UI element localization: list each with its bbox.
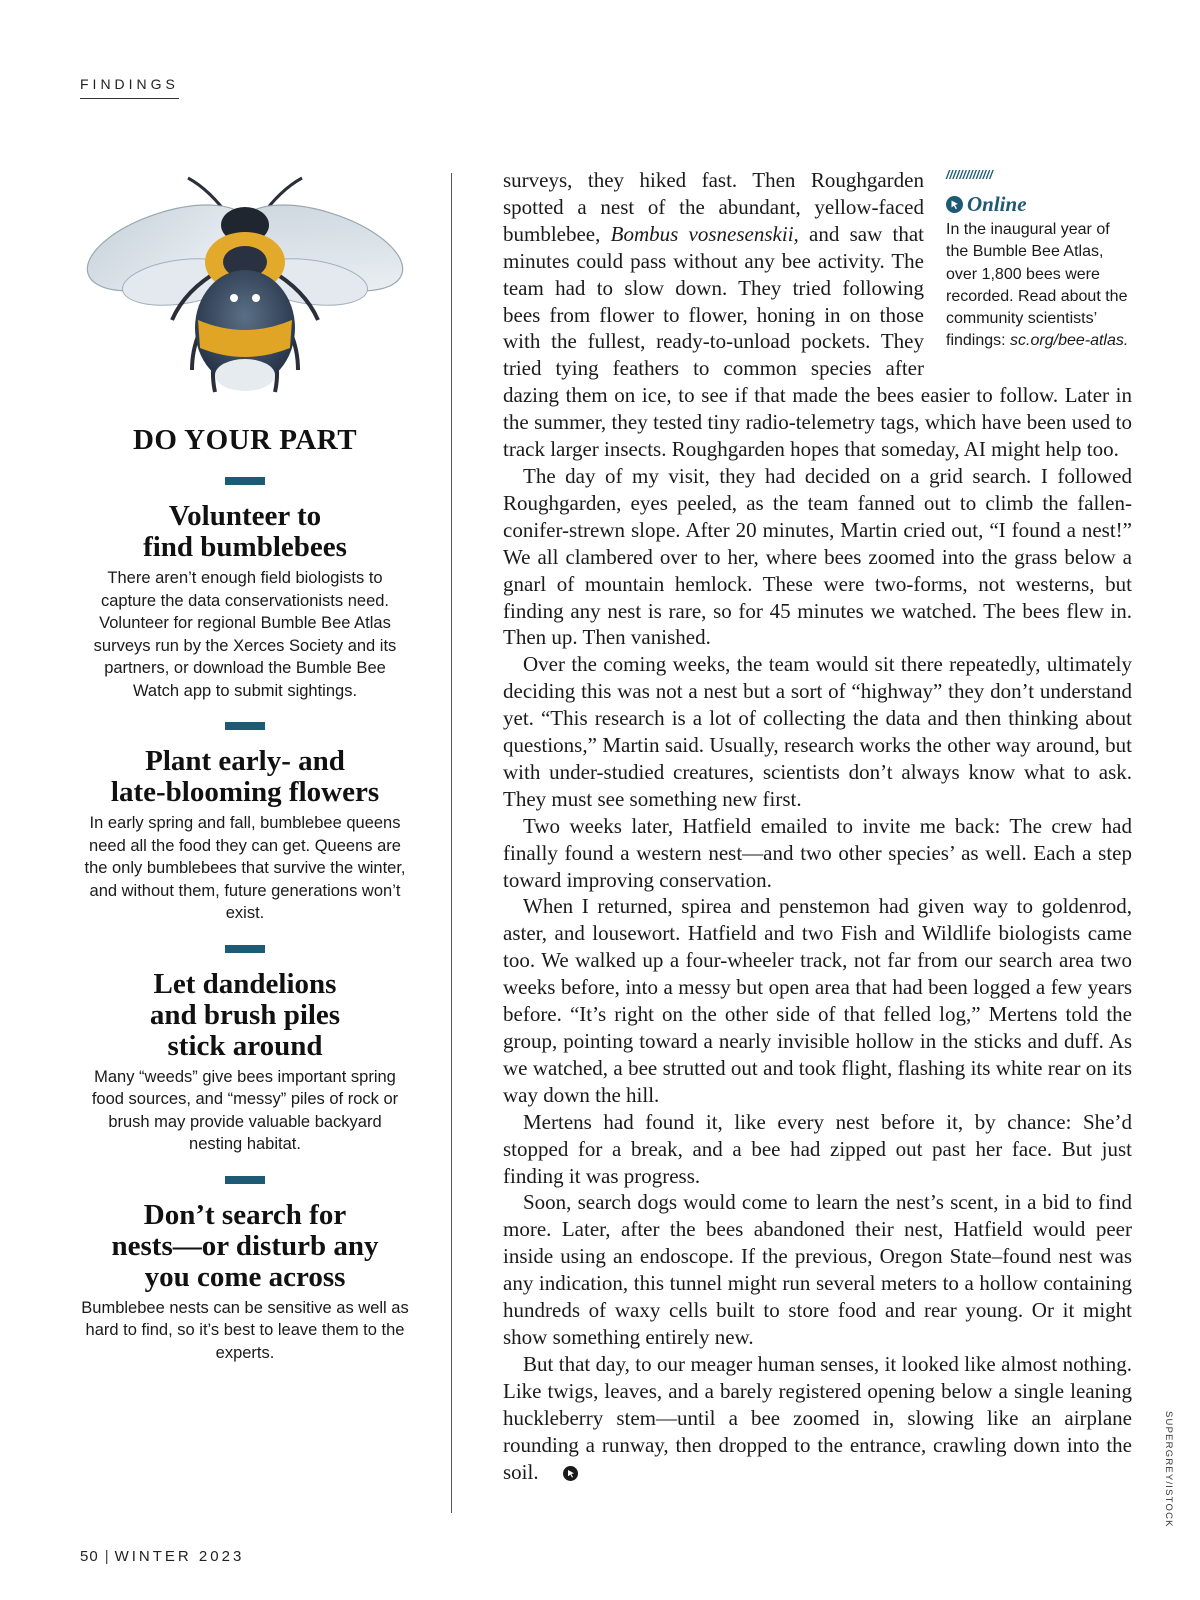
tip-body: In early spring and fall, bumblebee queens need all the food they can get. Queens are the only bumblebees that survive the winter, and without them, future generations won’t exist.: [84, 814, 406, 922]
tip-1: [80, 477, 410, 702]
tip-body: Bumblebee nests can be sensitive as well as hard to find, so it’s best to leave them to the experts.: [81, 1298, 409, 1362]
tip-2: [80, 722, 410, 925]
photo-credit: SUPERGREY/ISTOCK: [1163, 1411, 1174, 1528]
paragraph-text: and saw that minutes could pass without any bee activity. The team had to slow down. They tried following bees from flower to flower, honing in on those with the fullest, ready-to-unload pockets. They tried tying feathers to common species after dazing them on ice, to see if that made the bees easier to follow. Later in the summer, they tested tiny radio-telemetry tags, which have been used to track larger insects. Roughgarden hopes that someday, AI might help too.: [503, 221, 1132, 462]
tip-heading-line: and brush piles: [149, 998, 341, 1031]
tip-heading-line: Volunteer to: [168, 500, 322, 532]
article-body: [503, 167, 1132, 1487]
footer-separator: |: [104, 1548, 109, 1565]
tip-heading-line: Let dandelions: [153, 967, 337, 1000]
tip-body: There aren’t enough field biologists to capture the data conservationists need. Volunteer for regional Bumble Bee Atlas surveys run by the Xerces Society and its partners, or download the Bumble Bee Watch app to submit sightings.: [93, 569, 397, 700]
online-text: [946, 219, 1132, 353]
article-paragraph: [503, 1351, 1132, 1488]
article-paragraph: Two weeks later, Hatfield emailed to invite me back: The crew had finally found a western nest—and two other species’ as well. Each a step toward improving conservation.: [503, 813, 1132, 892]
sidebar: [80, 170, 410, 1364]
page-number: 50: [80, 1548, 99, 1565]
tip-heading-line: you come across: [144, 1260, 346, 1293]
online-title-text: Online: [967, 192, 1027, 216]
cursor-icon: [946, 193, 963, 219]
tip-heading: [80, 501, 410, 563]
end-mark-icon: [543, 1461, 578, 1488]
bumblebee-illustration: [80, 170, 410, 400]
tip-heading: [80, 1200, 410, 1293]
column-divider: [451, 173, 452, 1513]
online-callout: [946, 167, 1132, 353]
online-description: In the inaugural year of the Bumble Bee Atlas, over 1,800 bees were recorded. Read about the community scientists’ findings:: [946, 221, 1128, 350]
article-paragraph: Over the coming weeks, the team would sit there repeatedly, ultimately deciding this was not a nest but a sort of “highway” they don’t understand yet. “This research is a lot of collecting the data and then thinking about questions,” Martin said. Usually, research works the other way around, but with under-studied creatures, scientists don’t always know what to ask. They must see something new first.: [503, 652, 1132, 811]
paragraph-text: But that day, to our meager human senses, it looked like almost nothing. Like twigs, leaves, and a barely registered opening below a single leaning huckleberry stem—until a bee zoomed in, slowing like an airplane rounding a runway, then dropped to the entrance, crawling down into the soil.: [503, 1351, 1132, 1484]
article-paragraph: Mertens had found it, like every nest before it, by chance: She’d stopped for a break, and a bee had zipped out past her face. But just finding it was progress.: [503, 1109, 1132, 1188]
section-label: FINDINGS: [80, 76, 179, 99]
tip-heading-line: Don’t search for: [143, 1198, 347, 1231]
issue-label: WINTER 2023: [114, 1548, 245, 1565]
sidebar-title: DO YOUR PART: [132, 424, 358, 456]
tip-heading-line: Plant early- and: [145, 745, 345, 777]
tip-heading-line: stick around: [167, 1029, 323, 1062]
tip-divider: [225, 1176, 265, 1184]
tip-heading: [80, 969, 410, 1062]
page-footer: [80, 1548, 244, 1565]
tip-divider: [225, 477, 265, 485]
tip-heading-line: late-blooming flowers: [110, 776, 380, 808]
paragraph-text: surveys, they hiked fast. Then Roughgarden spotted a nest of the abundant, yellow-faced bumblebee,: [503, 168, 924, 246]
article-paragraph: The day of my visit, they had decided on a grid search. I followed Roughgarden, eyes peeled, as the team fanned out to climb the fallen-conifer-strewn slope. After 20 minutes, Martin cried out, “I found a nest!” We all clambered over to her, where bees zoomed into the grass below a gnarl of mountain hemlock. These were two-forms, not westerns, but finding any nest is rare, so for 45 minutes we watched. The bees flew in. Then up. Then vanished.: [503, 463, 1132, 650]
article-paragraph: Soon, search dogs would come to learn the nest’s scent, in a bid to find more. Later, after the bees abandoned their nest, Hatfield would peer inside using an endoscope. If the previous, Oregon State–found nest was any indication, this tunnel might run several meters to a hollow containing hundreds of waxy cells built to store food and rear young. Or it might show something entirely new.: [503, 1190, 1132, 1349]
tip-divider: [225, 722, 265, 730]
species-name: Bombus vosnesenskii,: [610, 221, 799, 246]
tip-divider: [225, 945, 265, 953]
tip-4: [80, 1176, 410, 1365]
online-hatch-mark: //////////////: [946, 168, 993, 182]
online-link[interactable]: sc.org/bee-atlas.: [1010, 332, 1129, 350]
article-paragraph: When I returned, spirea and penstemon had given way to goldenrod, aster, and lousewort. Hatfield and two Fish and Wildlife biologists came too. We walked up a four-wheeler track, not far from our search area two weeks before, into a messy but open area that had been logged a few years before. “It’s right on the other side of that felled log,” Mertens told the group, pointing toward a nearly invisible hollow in the sticks and duff. As we watched, a bee strutted out and took flight, flashing its white rear on its way down the hill.: [503, 894, 1132, 1107]
tip-heading-line: find bumblebees: [143, 531, 347, 563]
tip-3: [80, 945, 410, 1156]
tip-heading: [80, 746, 410, 808]
online-title: [946, 191, 1132, 219]
tip-body: Many “weeds” give bees important spring food sources, and “messy” piles of rock or brush may provide valuable backyard nesting habitat.: [91, 1067, 399, 1153]
tip-heading-line: nests—or disturb any: [111, 1229, 379, 1262]
